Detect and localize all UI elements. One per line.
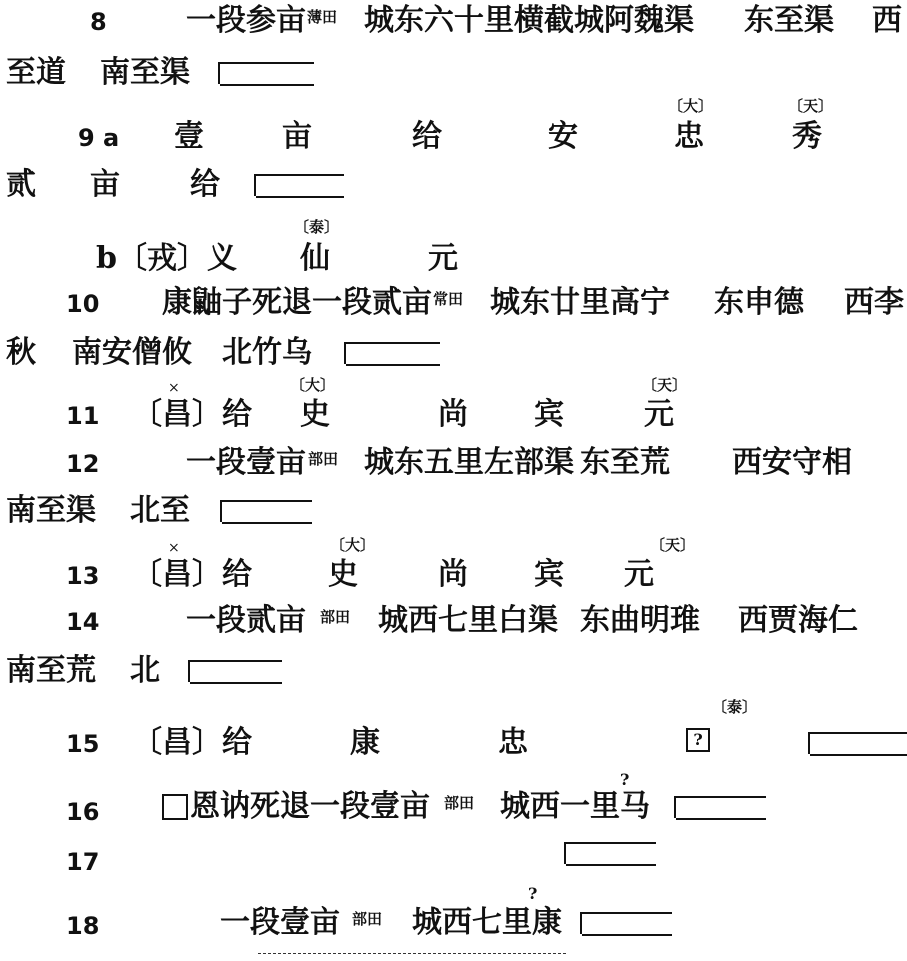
line-12-cont-b: 北至 [130, 493, 190, 528]
line-14-east: 东曲明琟 [580, 603, 700, 638]
line-number-8: 8 [90, 8, 107, 36]
line-number-16: 16 [66, 798, 100, 826]
line-14-cont-b: 北 [130, 653, 160, 688]
line-15-note: 〔泰〕 [712, 698, 758, 716]
line-number-13: 13 [66, 562, 100, 590]
line-15-c3: 忠 [498, 725, 528, 760]
line-10-cont-c: 北竹乌 [222, 335, 312, 370]
line-14-west: 西贾海仁 [738, 603, 858, 638]
line-8-cont-a: 至道 [6, 55, 66, 90]
line-18-doubt-mark: ? [528, 884, 538, 903]
line-8-field-type: 薄田 [307, 8, 338, 26]
line-13-note-2: 〔天〕 [650, 536, 696, 554]
line-10-cont-b: 南安僧攸 [72, 335, 192, 370]
line-15-c1: 〔昌〕给 [132, 725, 252, 760]
line-9b-note: 〔泰〕 [294, 218, 340, 236]
line-12-text: 一段壹亩 [186, 445, 306, 480]
line-number-9a: 9 a [78, 124, 120, 152]
lacuna-bracket [808, 732, 907, 754]
lacuna-bracket [564, 842, 656, 864]
line-number-12: 12 [66, 450, 100, 478]
line-13-c5: 元 [624, 557, 654, 592]
line-15-c2: 康 [350, 725, 380, 760]
line-16-doubt-mark: ? [620, 770, 630, 789]
line-13-c3: 尚 [438, 557, 468, 592]
line-8-west: 西 [872, 3, 902, 38]
line-16-location: 城西一里马 [500, 789, 650, 824]
line-12-cont-a: 南至渠 [6, 493, 96, 528]
line-9-c2: 亩 [282, 119, 312, 154]
lacuna-bracket [254, 174, 344, 196]
line-13-c1: 〔昌〕给 [132, 557, 252, 592]
line-number-17: 17 [66, 848, 100, 876]
line-8-east: 东至渠 [744, 3, 834, 38]
line-9-c6: 秀 [792, 119, 822, 154]
line-14-location: 城西七里白渠 [378, 603, 558, 638]
line-9b-c2: 仙 [300, 241, 330, 276]
line-8-cont-b: 南至渠 [100, 55, 190, 90]
line-9-cont-c1: 贰 [6, 167, 36, 202]
line-14-cont-a: 南至荒 [6, 653, 96, 688]
line-10-location: 城东廿里高宁 [490, 285, 670, 320]
line-number-15: 15 [66, 730, 100, 758]
end-rule [258, 953, 566, 954]
line-10-field-type: 常田 [433, 290, 464, 308]
line-10-east: 东申德 [714, 285, 804, 320]
line-16-field-type: 部田 [444, 794, 475, 812]
line-11-c5: 元 [644, 397, 674, 432]
line-9-c4: 安 [548, 119, 578, 154]
line-9-note-2: 〔天〕 [788, 97, 834, 115]
line-9-note-1: 〔大〕 [668, 97, 714, 115]
line-11-c4: 宾 [534, 397, 564, 432]
line-12-field-type: 部田 [308, 450, 339, 468]
line-13-mark: × [168, 540, 180, 556]
uncertain-character-box: ? [686, 728, 710, 752]
line-11-c3: 尚 [438, 397, 468, 432]
line-10-text: 康鼬子死退一段贰亩 [162, 285, 432, 320]
missing-character-box [162, 794, 188, 820]
line-18-field-type: 部田 [352, 910, 383, 928]
lacuna-bracket [344, 342, 440, 364]
line-13-c2: 史 [328, 557, 358, 592]
line-18-location: 城西七里康 [412, 905, 562, 940]
line-11-note-1: 〔大〕 [290, 376, 336, 394]
line-11-mark: × [168, 380, 180, 396]
line-18-text: 一段壹亩 [220, 905, 340, 940]
line-9-c1: 壹 [174, 119, 204, 154]
line-9-c5: 忠 [674, 119, 704, 154]
line-13-note-1: 〔大〕 [330, 536, 376, 554]
line-9b-c1: b〔戎〕义 [96, 241, 237, 276]
line-number-11: 11 [66, 402, 100, 430]
line-11-c1: 〔昌〕给 [132, 397, 252, 432]
lacuna-bracket [220, 500, 312, 522]
line-11-note-2: 〔天〕 [642, 376, 688, 394]
line-14-text: 一段贰亩 [186, 603, 306, 638]
line-16-text: 恩讷死退一段壹亩 [190, 789, 430, 824]
line-10-cont-a: 秋 [6, 335, 36, 370]
line-9-cont-c3: 给 [190, 167, 220, 202]
line-12-east: 东至荒 [580, 445, 670, 480]
line-9b-c3: 元 [428, 241, 458, 276]
line-9-cont-c2: 亩 [90, 167, 120, 202]
line-14-field-type: 部田 [320, 608, 351, 626]
lacuna-bracket [188, 660, 282, 682]
line-number-10: 10 [66, 290, 100, 318]
line-10-west: 西李 [844, 285, 904, 320]
lacuna-bracket [218, 62, 314, 84]
line-9-c3: 给 [412, 119, 442, 154]
line-12-west: 西安守相 [732, 445, 852, 480]
lacuna-bracket [674, 796, 766, 818]
line-12-location: 城东五里左部渠 [364, 445, 574, 480]
line-8-text: 一段参亩 [186, 3, 306, 38]
line-number-14: 14 [66, 608, 100, 636]
line-11-c2: 史 [300, 397, 330, 432]
line-8-location: 城东六十里横截城阿魏渠 [364, 3, 694, 38]
line-13-c4: 宾 [534, 557, 564, 592]
lacuna-bracket [580, 912, 672, 934]
line-number-18: 18 [66, 912, 100, 940]
